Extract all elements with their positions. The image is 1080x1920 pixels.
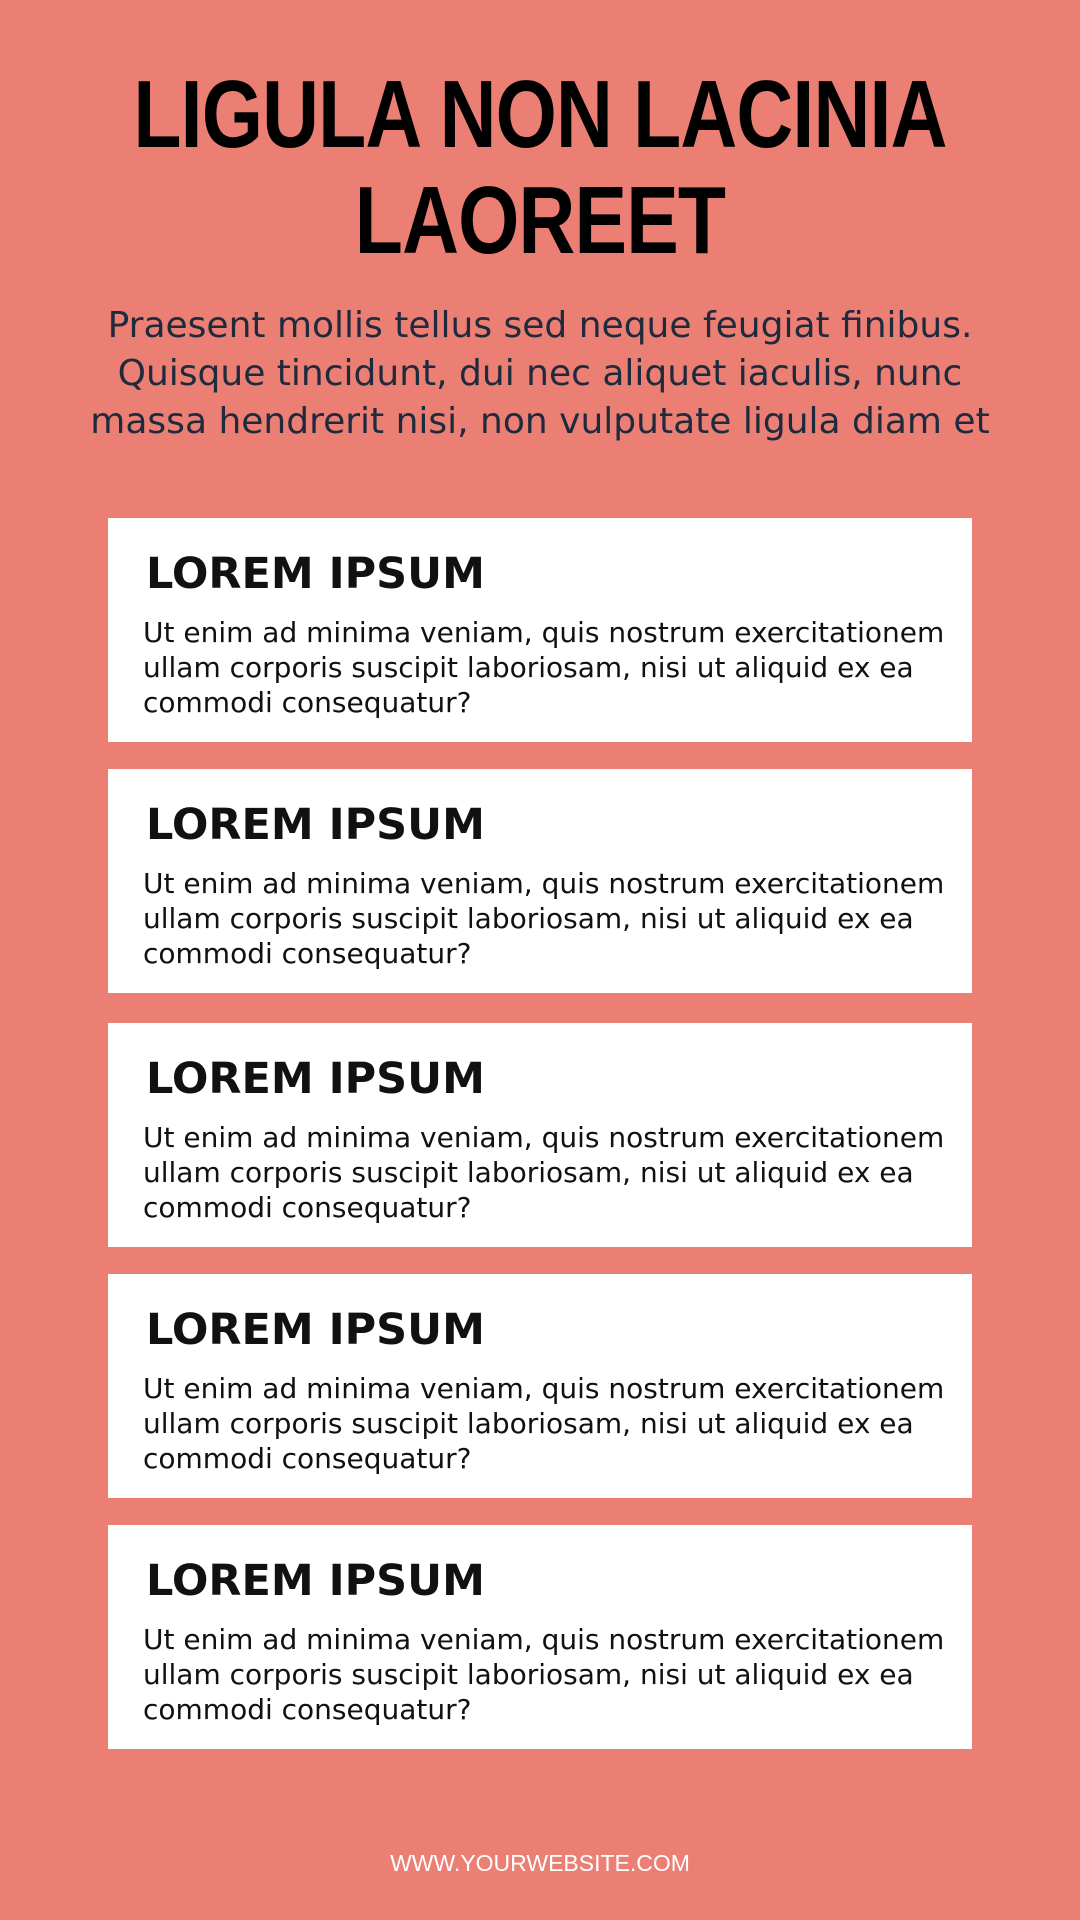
- card-body: Ut enim ad minima veniam, quis nostrum exercitationem ullam corporis suscipit laboriosam, nisi ut aliquid ex ea commodi consequatur?: [143, 1121, 945, 1224]
- info-card-1: [108, 518, 972, 742]
- card-body: Ut enim ad minima veniam, quis nostrum exercitationem ullam corporis suscipit laboriosam, nisi ut aliquid ex ea commodi consequatur?: [143, 867, 945, 970]
- card-title: LOREM IPSUM: [146, 1054, 485, 1104]
- card-body: Ut enim ad minima veniam, quis nostrum exercitationem ullam corporis suscipit laboriosam, nisi ut aliquid ex ea commodi consequatur?: [143, 1372, 945, 1475]
- page-title-line-1: LIGULA NON LACINIA: [133, 61, 947, 168]
- info-card-5: [108, 1525, 972, 1749]
- info-card-2: [108, 769, 972, 993]
- info-card-3: [108, 1023, 972, 1247]
- footer-website-link[interactable]: WWW.YOURWEBSITE.COM: [390, 1850, 690, 1876]
- info-card-4: [108, 1274, 972, 1498]
- card-title: LOREM IPSUM: [146, 1556, 485, 1606]
- page-subtitle: Praesent mollis tellus sed neque feugiat finibus. Quisque tincidunt, dui nec aliquet iaculis, nunc massa hendrerit nisi, non vulputate ligula diam et: [90, 305, 990, 442]
- card-title: LOREM IPSUM: [146, 1305, 485, 1355]
- card-body: Ut enim ad minima veniam, quis nostrum exercitationem ullam corporis suscipit laboriosam, nisi ut aliquid ex ea commodi consequatur?: [143, 1623, 945, 1726]
- page-title: [97, 62, 983, 274]
- card-body: Ut enim ad minima veniam, quis nostrum exercitationem ullam corporis suscipit laboriosam, nisi ut aliquid ex ea commodi consequatur?: [143, 616, 945, 719]
- card-title: LOREM IPSUM: [146, 549, 485, 599]
- page-title-line-2: LAOREET: [354, 167, 726, 274]
- card-title: LOREM IPSUM: [146, 800, 485, 850]
